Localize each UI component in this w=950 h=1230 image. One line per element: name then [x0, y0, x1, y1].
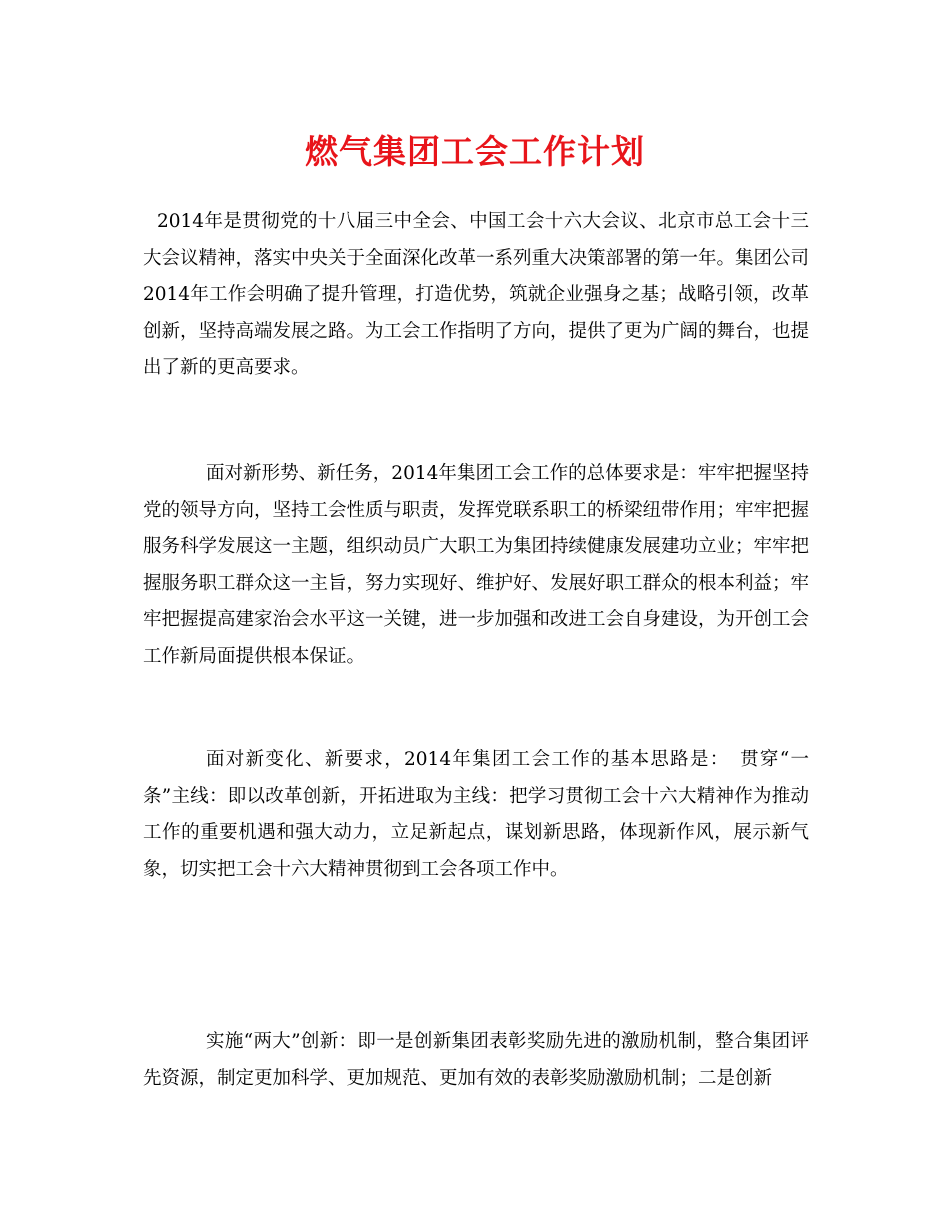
paragraph-general-requirements: 面对新形势、新任务，2014年集团工会工作的总体要求是：牢牢把握坚持党的领导方向，坚持工会性质与职责，发挥党联系职工的桥梁纽带作用；牢牢把握服务科学发展这一主题，组织动员广大职工为集团持续健康发展建功立业；牢牢把握服务职工群众这一主旨，努力实现好、维护好、发展好职工群众的根本利益；牢牢把握提高建家治会水平这一关键，进一步加强和改进工会自身建设，为开创工会工作新局面提供根本保证。 [143, 463, 810, 667]
document-title: 燃气集团工会工作计划 [305, 132, 645, 171]
paragraph-two-innovations: 实施“两大”创新：即一是创新集团表彰奖励先进的激励机制，整合集团评先资源，制定更加科学、更加规范、更加有效的表彰奖励激励机制；二是创新 [143, 1031, 809, 1089]
paragraph-intro: 2014年是贯彻党的十八届三中全会、中国工会十六大会议、北京市总工会十三大会议精神，落实中央关于全面深化改革一系列重大决策部署的第一年。集团公司2014年工作会明确了提升管理，打造优势，筑就企业强身之基；战略引领，改革创新，坚持高端发展之路。为工会工作指明了方向，提供了更为广阔的舞台，也提出了新的更高要求。 [143, 211, 810, 379]
paragraph-basic-approach: 面对新变化、新要求，2014年集团工会工作的基本思路是： 贯穿“一条”主线：即以改革创新，开拓进取为主线：把学习贯彻工会十六大精神作为推动工作的重要机遇和强大动力，立足新起点，谋划新思路，体现新作风，展示新气象，切实把工会十六大精神贯彻到工会各项工作中。 [143, 749, 809, 880]
